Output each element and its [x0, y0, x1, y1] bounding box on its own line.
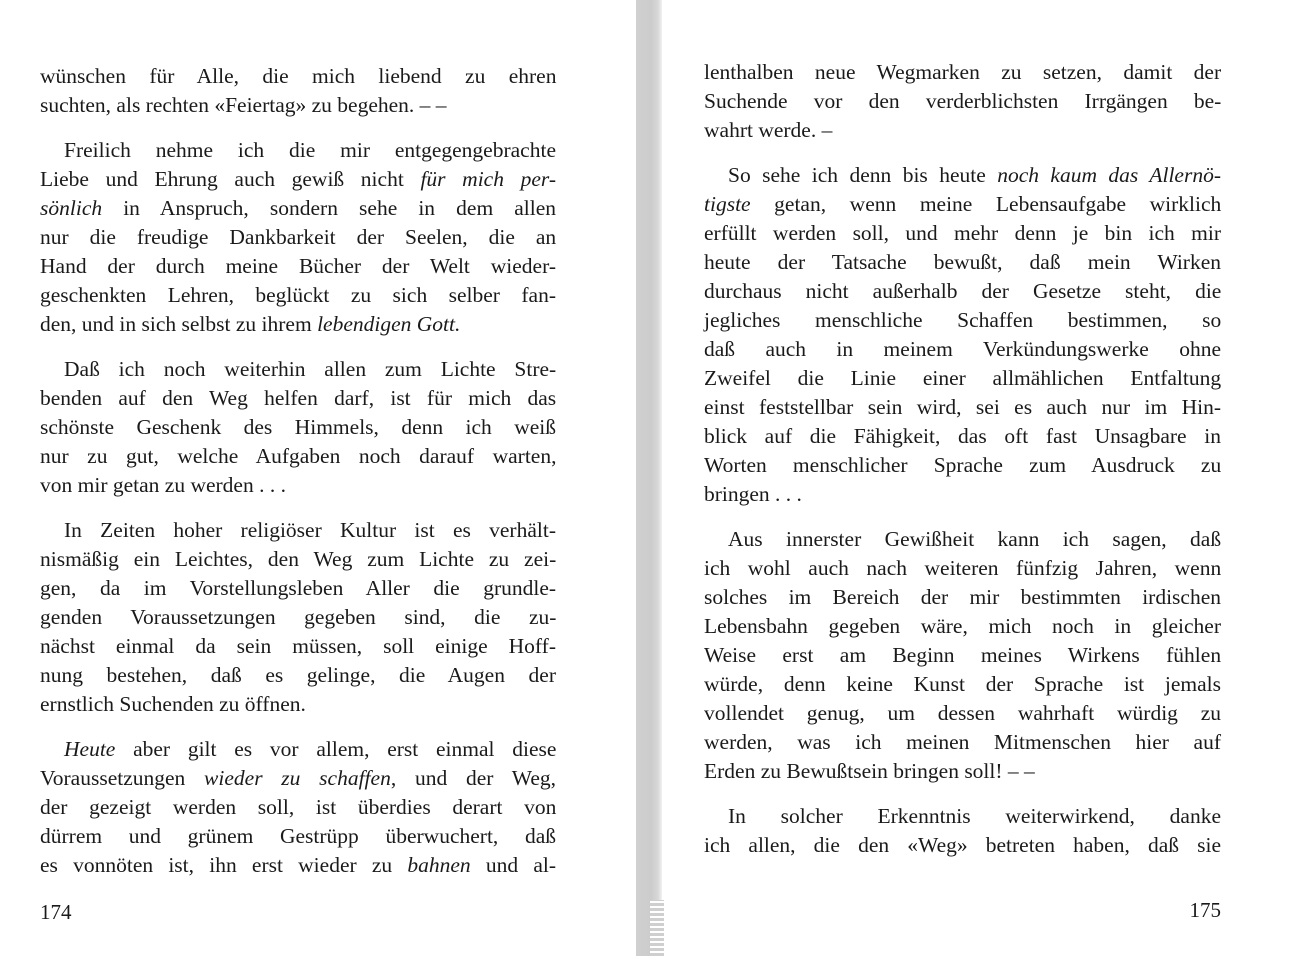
- text-line: [40, 471, 556, 500]
- text-run: nur zu gut, welche Aufgaben noch darauf warten,: [40, 444, 557, 468]
- text-line: [704, 757, 1221, 786]
- text-line: [704, 335, 1221, 364]
- text-line: [40, 252, 556, 281]
- text-run: in Anspruch, sondern sehe in dem allen: [102, 196, 557, 220]
- text-run: gen, da im Vorstellungsleben Aller die grundle-: [40, 576, 557, 600]
- text-line: [40, 91, 556, 120]
- text-run: daß auch in meinem Verkündungswerke ohne: [704, 337, 1221, 361]
- text-run: Lebensbahn gegeben wäre, mich noch in gleicher: [704, 614, 1221, 638]
- text-line: [40, 735, 556, 764]
- text-run: erfüllt werden soll, und mehr denn je bin ich mir: [704, 221, 1221, 245]
- text-run: solches im Bereich der mir bestimmten irdischen: [704, 585, 1221, 609]
- text-line: [40, 545, 556, 574]
- text-run: Liebe und Ehrung auch gewiß nicht: [40, 167, 421, 191]
- text-run: würde, denn keine Kunst der Sprache ist jemals: [704, 672, 1221, 696]
- italic-text: tigste: [704, 192, 751, 216]
- italic-text: lebendigen Gott.: [317, 312, 461, 336]
- text-line: [40, 310, 556, 339]
- text-line: [40, 281, 556, 310]
- text-run: ich allen, die den «Weg» betreten haben, daß sie: [704, 833, 1221, 857]
- text-run: Weise erst am Beginn meines Wirkens fühlen: [704, 643, 1222, 667]
- text-line: [704, 393, 1221, 422]
- paragraph: [40, 355, 556, 500]
- text-line: [40, 384, 556, 413]
- page-number-left: 174: [40, 900, 72, 924]
- text-run: vollendet genug, um dessen wahrhaft würdig zu: [704, 701, 1221, 725]
- text-line: [704, 802, 1221, 831]
- text-run: den, und in sich selbst zu ihrem: [40, 312, 318, 336]
- text-run: nur die freudige Dankbarkeit der Seelen, die an: [40, 225, 557, 249]
- text-run: ernstlich Suchenden zu öffnen.: [40, 692, 306, 716]
- text-run: Erden zu Bewußtsein bringen soll! – –: [704, 759, 1035, 783]
- text-run: In solcher Erkenntnis weiterwirkend, danke: [728, 804, 1221, 828]
- text-line: [40, 165, 556, 194]
- text-run: es vonnöten ist, ihn erst wieder zu: [40, 853, 408, 877]
- text-run: nächst einmal da sein müssen, soll einige Hoff-: [40, 634, 556, 658]
- text-line: [704, 480, 1221, 509]
- text-line: [704, 248, 1221, 277]
- text-run: und al-: [470, 853, 556, 877]
- text-run: von mir getan zu werden . . .: [40, 473, 286, 497]
- italic-text: sönlich: [40, 196, 103, 220]
- book-gutter-shadow-tail: [650, 900, 664, 956]
- text-line: [704, 364, 1221, 393]
- text-line: [704, 58, 1221, 87]
- paragraph: [704, 525, 1221, 786]
- text-run: Voraussetzungen: [40, 766, 205, 790]
- text-line: [704, 116, 1221, 145]
- book-gutter-shadow: [636, 0, 662, 956]
- text-line: [704, 306, 1221, 335]
- page-number-right: 175: [1189, 898, 1221, 922]
- text-line: [704, 831, 1221, 860]
- text-run: getan, wenn meine Lebensaufgabe wirklich: [750, 192, 1222, 216]
- paragraph: [704, 58, 1221, 145]
- italic-text: Heute: [64, 737, 116, 761]
- text-run: Aus innerster Gewißheit kann ich sagen, daß: [728, 527, 1222, 551]
- text-line: [40, 603, 556, 632]
- text-run: durchaus nicht außerhalb der Gesetze steht, die: [704, 279, 1222, 303]
- text-line: [40, 223, 556, 252]
- paragraph: [40, 136, 556, 339]
- text-line: [704, 277, 1221, 306]
- italic-text: bahnen: [407, 853, 471, 877]
- text-line: [40, 632, 556, 661]
- text-run: der gezeigt werden soll, ist überdies derart von: [40, 795, 557, 819]
- left-page: [40, 0, 556, 956]
- text-line: [40, 764, 556, 793]
- right-page: [704, 0, 1221, 956]
- text-line: [704, 161, 1221, 190]
- text-run: , und der Weg,: [390, 766, 556, 790]
- paragraph: [704, 161, 1221, 509]
- text-run: suchten, als rechten «Feiertag» zu begehen. – –: [40, 93, 447, 117]
- text-line: [40, 851, 556, 880]
- text-line: [40, 136, 556, 165]
- text-line: [40, 62, 556, 91]
- paragraph: [40, 62, 556, 120]
- text-run: Suchende vor den verderblichsten Irrgängen be-: [704, 89, 1222, 113]
- italic-text: noch kaum das Allernö-: [997, 163, 1221, 187]
- text-line: [704, 641, 1221, 670]
- text-run: werden, was ich meinen Mitmenschen hier auf: [704, 730, 1221, 754]
- text-run: bringen . . .: [704, 482, 802, 506]
- text-run: schönste Geschenk des Himmels, denn ich weiß: [40, 415, 556, 439]
- text-line: [40, 516, 556, 545]
- italic-text: für mich per-: [420, 167, 556, 191]
- text-run: aber gilt es vor allem, erst einmal diese: [115, 737, 557, 761]
- text-line: [40, 194, 556, 223]
- text-line: [40, 574, 556, 603]
- text-line: [40, 413, 556, 442]
- text-line: [40, 661, 556, 690]
- paragraph: [704, 802, 1221, 860]
- text-line: [704, 451, 1221, 480]
- text-line: [704, 554, 1221, 583]
- text-line: [704, 728, 1221, 757]
- text-run: ich wohl auch nach weiteren fünfzig Jahren, wenn: [704, 556, 1222, 580]
- text-run: wahrt werde. –: [704, 118, 833, 142]
- text-run: nismäßig ein Leichtes, den Weg zum Lichte zu zei-: [40, 547, 557, 571]
- text-run: benden auf den Weg helfen darf, ist für mich das: [40, 386, 557, 410]
- text-run: einst feststellbar sein wird, sei es auch nur im Hin-: [704, 395, 1221, 419]
- text-run: blick auf die Fähigkeit, das oft fast Unsagbare in: [704, 424, 1221, 448]
- text-run: Daß ich noch weiterhin allen zum Lichte Stre-: [64, 357, 557, 381]
- text-run: wünschen für Alle, die mich liebend zu ehren: [40, 64, 557, 88]
- italic-text: wieder zu schaffen: [204, 766, 391, 790]
- text-run: lenthalben neue Wegmarken zu setzen, damit der: [704, 60, 1222, 84]
- text-line: [704, 87, 1221, 116]
- text-run: In Zeiten hoher religiöser Kultur ist es verhält-: [64, 518, 556, 542]
- text-line: [40, 690, 556, 719]
- text-line: [40, 822, 556, 851]
- text-line: [704, 422, 1221, 451]
- text-line: [40, 442, 556, 471]
- text-run: Zweifel die Linie einer allmählichen Entfaltung: [704, 366, 1222, 390]
- text-run: dürrem und grünem Gestrüpp überwuchert, daß: [40, 824, 556, 848]
- text-line: [704, 583, 1221, 612]
- text-line: [40, 793, 556, 822]
- text-run: genden Voraussetzungen gegeben sind, die zu-: [40, 605, 557, 629]
- text-line: [704, 670, 1221, 699]
- text-run: Worten menschlicher Sprache zum Ausdruck zu: [704, 453, 1222, 477]
- paragraph: [40, 516, 556, 719]
- text-run: jegliches menschliche Schaffen bestimmen, so: [704, 308, 1222, 332]
- text-line: [704, 219, 1221, 248]
- text-run: Hand der durch meine Bücher der Welt wieder-: [40, 254, 556, 278]
- text-line: [704, 699, 1221, 728]
- text-run: Freilich nehme ich die mir entgegengebrachte: [64, 138, 556, 162]
- text-run: So sehe ich denn bis heute: [728, 163, 998, 187]
- text-line: [704, 525, 1221, 554]
- text-run: geschenkten Lehren, beglückt zu sich selber fan-: [40, 283, 556, 307]
- text-line: [40, 355, 556, 384]
- text-line: [704, 612, 1221, 641]
- paragraph: [40, 735, 556, 880]
- text-run: heute der Tatsache bewußt, daß mein Wirken: [704, 250, 1221, 274]
- text-run: nung bestehen, daß es gelinge, die Augen der: [40, 663, 556, 687]
- text-line: [704, 190, 1221, 219]
